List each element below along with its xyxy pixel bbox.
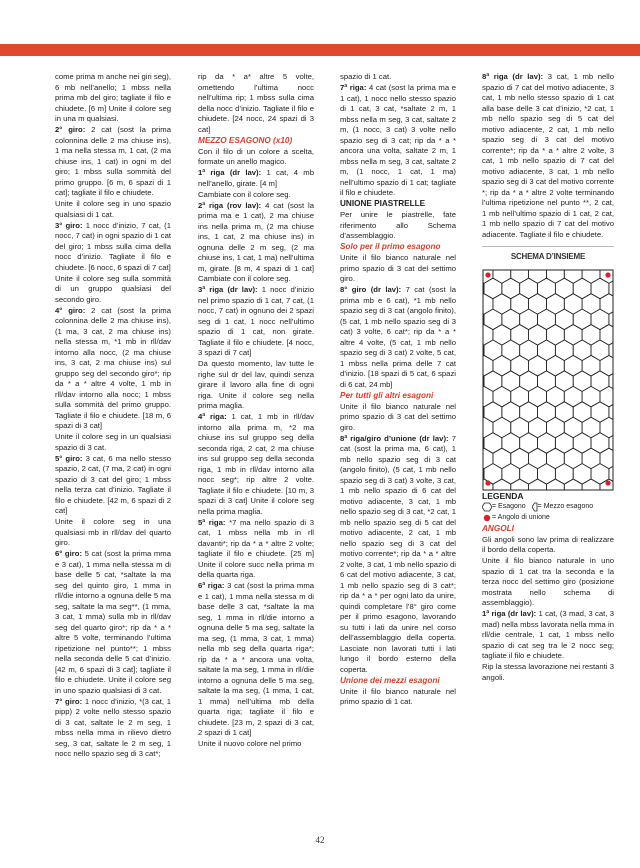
hexagon-cell [482,293,493,314]
paragraph: Unite il nuovo colore nel primo [198,739,302,748]
page-number: 42 [315,835,325,845]
hexagon-cell [484,401,502,422]
paragraph: Per unire le piastrelle, fate riferimento allo Schema d’assemblaggio. [340,210,456,240]
hexagon-cell [502,432,520,453]
hexagon-cell [600,355,614,376]
section-heading-angoli: ANGOLI [482,523,514,533]
hexagon-cell [573,432,591,453]
row-7: 7ª riga: 4 cat (sost la prima ma e 1 cat), 1 nocc nello stesso spazio di 1 cat, 3 cat, *saltate 2 m, 1 mbss nella m seg, 3 cat, saltate 2 m, (1 nocc, 3 cat) 3 volte nello spazio seg di 3 cat; rip da * a * ancora una volta, saltate 2 m, 1 mbss nella m seg, 3 cat, saltate 2 m, (1 nocc, 1 cat, 1 ma) nell’ultimo spazio di 1 cat; tagliate il filo e chiudete. [340,83,456,197]
paragraph: Unite il colore seg in uno spazio qualsiasi di 1 cat. [55,199,171,219]
hexagon-cell [538,432,556,453]
hexagon-cell [493,479,511,491]
hexagon-cell [582,479,600,491]
hexagon-cell [511,479,529,491]
round-5: 5° giro: 3 cat, 6 ma nello stesso spazio, 2 cat, (7 ma, 2 cat) in ogni spazio di 3 cat del giro; 1 mbss nella terza cat d’inizio. Tagliate il filo e chiudete. [42 m, 6 spazi di 2 cat] [55,453,171,515]
round-4: 4° giro: 2 cat (sost la prima colonnina delle 2 ma chiuse ins), (1 ma, 3 cat, 2 ma chiuse ins) nella stessa m, *1 mb in rll/dav intorno alla nocc, (2 ma chiuse ins, 3 cat, 2 ma chiuse ins) sul gruppo seg del secondo giro*; rip da * a * altre 4 volte, 1 mb in rll/dav intorno alla nocc; 1 mbss sulla sommità del primo gruppo. Tagliate il filo e chiudete. [18 m, 6 spazi di 3 cat] [55,305,171,430]
hexagon-cell [555,463,573,484]
hexagon-cell [511,269,529,283]
hexagon-cell [546,386,564,407]
hexagon-cell [582,293,600,314]
hexagon-cell [493,269,511,283]
hexagon-cell [529,269,547,283]
hexagon-cell [546,355,564,376]
hexagon-cell [493,417,511,438]
hexagon-cell [591,309,609,330]
section-heading-mezzo-esagono: MEZZO ESAGONO (x10) [198,135,293,145]
hexagon-cell [529,324,547,345]
paragraph: Rip la stessa lavorazione nei restanti 3 angoli. [482,662,614,682]
paragraph: rip da * a* altre 5 volte, omettendo l’ultima nocc nell’ultima rip; 1 mbss sulla cima della nocc d’inizio. Tagliate il filo e chiudete. [24 nocc, 24 spazi di 3 cat] [198,72,314,134]
row-3: 3ª riga (dr lav): 1 nocc d’inizio nel primo spazio di 1 cat, 7 cat, (1 nocc, 7 cat) in ognuno dei 2 spazi seg di 1 cat, 1 nocc nell’ultimo spazio di 1 cat, non girate. Tagliate il filo e chiudete. [4 nocc, 3 spazi di 7 cat] [198,285,314,357]
paragraph: Unite il filo bianco naturale in uno spazio di 1 cat tra la seconda e la terza nocc del settimo giro (posizione mostrata nello schema di assemblaggio). [482,556,614,607]
column-2 [198,72,314,750]
subheading-primo-esagono: Solo per il primo esagono [340,242,441,251]
hexagon-cell [482,417,493,438]
paragraph: Cambiate con il colore seg. [198,189,291,199]
hexagon-cell [600,386,614,407]
hexagon-cell [493,386,511,407]
hexagon-cell [511,386,529,407]
hexagon-cell [529,479,547,491]
hexagon-cell [484,278,502,299]
paragraph: come prima m anche nei giri seg), 6 mb nell’anello; 1 mbss nella prima mb del giro; tagliate il filo e chiudete. [6 m] Unite il colore seg in una m qualsiasi. [55,72,171,123]
hexagon-cell [538,463,556,484]
hexagon-cell [529,448,547,469]
round-8-join: 8ª riga/giro d’unione (dr lav): 7 cat (sost la prima ma, 6 cat), 1 mb nello spazio seg di 3 cat (angolo finito), (5 cat, 1 mb nello spazio seg di 3 cat) 3 volte, 3 cat, 1 mb nello spazio di 6 cat del motivo adiacente, 3 cat, 1 mb nello spazio seg di 3 cat, *2 cat, 1 mb nello spazio seg di 5 cat del motivo adiacente, 2 cat, 1 mb nello spazio seg di 3 cat del motivo corrente*; rip da * a * altre 2 volte, 3 cat, 1 mb nello spazio di 6 cat del motivo adiacente, 3 cat, 1 mb nello spazio seg di 3 cat*; rip da * a * per ogni lato da unire, quindi completare l’8° giro come per il primo esagono, lavorando su tutti i lati da unire nel corso dell’assemblaggio della coperta. Lasciate non lavorati tutti i lati lungo il bordo esterno della coperta. [340,433,456,674]
hexagon-cell [546,417,564,438]
hexagon-icon [482,502,492,512]
hexagon-cell [573,370,591,391]
round-2: 2° giro: 2 cat (sost la prima colonnina delle 2 ma chiuse ins), 1 ma nella stessa m, 1 cat, (2 ma chiuse ins, 1 cat) in ogni m del giro; 1 mbss sulla sommità del primo gruppo. [6 m, 6 spazi di 1 cat]; tagliate il filo e chiudete. [55,125,171,197]
hexagon-layout-diagram [482,269,614,491]
hexagon-cell [520,432,538,453]
legend-row [482,513,614,524]
hexagon-cell [546,448,564,469]
hexagon-cell [520,370,538,391]
hexagon-cell [555,370,573,391]
hexagon-cell [484,432,502,453]
hexagon-cell [502,370,520,391]
hexagon-cell [600,417,614,438]
row-8: 8ª riga (dr lav): 3 cat, 1 mb nello spazio di 7 cat del motivo adiacente, 3 cat, 1 mb nello stesso spazio di 1 cat alla base delle 3 cat d’inizio, *2 cat, 1 mb nello spazio seg di 5 cat del motivo adiacente, 2 cat, 1 mb nello spazio seg di 3 cat del motivo corrente*; rip da * a * altre 2 volte, 3 cat, 1 mb nello spazio di 7 cat del motivo adiacente, 3 cat, 1 mb nello spazio seg di 3 cat del motivo corrente *; rip da * a * altre 2 volte terminando l’ultima ripetizione nel punto **, 2 cat, 1 mb nell’ultimo spazio di 1 cat, 2 cat, 1 mb nello spazio di 7 cat del motivo adiacente. Tagliate il filo e chiudete. [482,72,614,239]
hexagon-cell [482,386,493,407]
column-4 [482,72,614,684]
hexagon-cell [538,339,556,360]
hexagon-cell [564,293,582,314]
hexagon-cell [511,293,529,314]
hexagon-cell [564,324,582,345]
hexagon-cell [538,370,556,391]
hexagon-cell [502,463,520,484]
hexagon-cell [555,432,573,453]
hexagon-cell [502,309,520,330]
hexagon-cell [564,448,582,469]
assembly-schema [482,246,614,491]
hexagon-cell [520,309,538,330]
hexagon-cell [582,269,600,283]
hexagon-cell [529,386,547,407]
hexagon-cell [591,432,609,453]
hexagon-cell [591,463,609,484]
hexagon-cell [564,355,582,376]
hexagon-cell [538,278,556,299]
legend-hexagon-label: = Esagono [492,502,526,510]
paragraph: Unite il filo bianco naturale nel primo spazio di 3 cat del settimo giro. [340,401,456,432]
paragraph: Unite il colore seg in un qualsiasi spazio di 3 cat. [55,432,171,452]
hexagon-cell [591,339,609,360]
hexagon-cell [555,278,573,299]
hexagon-cell [600,448,614,469]
hexagon-cell [582,355,600,376]
hexagon-cell [493,448,511,469]
hexagon-cell [591,278,609,299]
hexagon-cell [564,417,582,438]
hexagon-cell [484,339,502,360]
row-5: 5ª riga: *7 ma nello spazio di 3 cat, 1 mbss nella mb in rll davanti*; rip da * a * altre 2 volte; tagliate il filo e chiudete. [25 m] Unite il colore succ nella prima m della quarta riga. [198,517,315,579]
hexagon-cell [546,293,564,314]
corner-join-dot [605,272,610,277]
hexagon-cell [520,278,538,299]
hexagon-cell [493,293,511,314]
legend-dot-label: = Angolo di unione [492,513,550,521]
hexagon-cell [520,401,538,422]
hexagon-cell [591,401,609,422]
row-1: 1ª riga (dr lav): 1 cat, 4 mb nell’anello, girate. [4 m] [198,168,314,188]
hexagon-cell [573,463,591,484]
paragraph: Unite il colore seg sulla sommità di un gruppo qualsiasi del secondo giro. [55,273,171,304]
corner-join-dot [485,272,490,277]
corner-join-dot [605,480,610,485]
paragraph: spazio di 1 cat. [340,72,392,81]
hexagon-cell [555,339,573,360]
paragraph: Unite il filo bianco naturale nel primo spazio di 3 cat del settimo giro. [340,253,456,283]
round-8: 8° giro (dr lav): 7 cat (sost la prima mb e 6 cat), *1 mb nello spazio seg di 3 cat (angolo finito), (5 cat, 1 mb nello spazio seg di 3 cat) 3 volte, 6 cat*; rip da * a * altre 4 volte, (5 cat, 1 mb nello spazio seg di 3 cat) 2 volte, 5 cat, 1 mbss nella prima delle 7 cat d’inizio. [18 spazi di 5 cat, 6 spazi di 6 cat, 24 mb] [340,285,456,389]
hexagon-cell [546,479,564,491]
subheading-mezzi-esagoni: Unione dei mezzi esagoni [340,675,440,685]
row-4: 4ª riga: 1 cat, 1 mb in rll/dav intorno alla prima m, *2 ma chiuse ins sul gruppo seg della seconda riga, 2 cat, 2 ma chiuse ins sul gruppo seg della seconda riga, 1 mb in rll/dav intorno alla nocc seg*; rip altre 2 volte. Tagliate il filo e chiudete. [10 m, 3 spazi di 3 cat] Unite il colore seg nella prima maglia. [198,412,314,516]
hexagon-cell [484,370,502,391]
hexagon-cell [493,355,511,376]
hexagon-cell [482,448,493,469]
hexagon-cell [529,293,547,314]
hexagon-cell [511,448,529,469]
hexagon-cell [511,355,529,376]
hexagon-cell [591,370,609,391]
hexagon-cell [520,339,538,360]
hexagon-cell [529,355,547,376]
corner-row-1: 1ª riga (dr lav): 1 cat, (3 mad, 3 cat, 3 mad) nella mbss lavorata nella mma in rll/die centrale, 1 cat, 1 mbss nello spazio di cat seg tra le 2 nocc seg; tagliate il filo e chiudete. [482,609,614,660]
hexagon-cell [502,401,520,422]
hexagon-cell [600,293,614,314]
hexagon-cell [582,324,600,345]
hexagon-cell [555,309,573,330]
legend-title: LEGENDA [482,490,524,501]
join-dot-icon [482,513,492,523]
round-7: 7° giro: 1 nocc d’inizio, *(3 cat, 1 pipp) 2 volte nello stesso spazio di 3 cat, saltate le 2 m seg, 1 mbss nella mma in rilievo dietro seg, 3 cat, saltate le 2 m seg, 1 nocc nello spazio seg di 3 cat*; [55,696,171,758]
hexagon-cell [564,269,582,283]
hexagon-cell [573,309,591,330]
paragraph: Unite il colore seg in una qualsiasi mb in rll/dav del quarto giro. [55,517,171,547]
hexagon-cell [582,386,600,407]
schema-title: SCHEMA D’INSIEME [482,246,614,269]
hexagon-cell [529,417,547,438]
hexagon-cell [600,324,614,345]
hexagon-cell [564,479,582,491]
hexagon-cell [538,401,556,422]
paragraph: Con il filo di un colore a scelta, formate un anello magico. [198,146,314,166]
hexagon-cell [555,401,573,422]
hexagon-cell [564,386,582,407]
hexagon-cell [502,278,520,299]
legend-row [482,502,614,513]
hexagon-cell [546,269,564,283]
header-accent-bar [0,44,640,56]
hexagon-cell [482,355,493,376]
section-heading-unione: UNIONE PIASTRELLE [340,199,426,208]
hexagon-cell [511,417,529,438]
legend-half-hexagon-label: = Mezzo esagono [537,502,594,510]
paragraph: Unite il filo bianco naturale nel primo spazio di 1 cat. [340,686,456,706]
hexagon-cell [520,463,538,484]
paragraph: Da questo momento, lav tutte le righe sul dr del lav, quindi senza girare il lavoro alla fine di ogni riga. Unite il colore seg nella prima maglia. [198,359,314,410]
hexagon-cell [511,324,529,345]
hexagon-cell [502,339,520,360]
hexagon-cell [482,324,493,345]
row-2: 2ª riga (rov lav): 4 cat (sost la prima ma e 1 cat), 2 ma chiuse ins nella prima m, (2 ma chiuse ins, 1 cat, 2 ma chiuse ins) in ognuna delle 2 m seg, (2 ma chiuse ins, 1 cat, 1 ma) nell’ultima m, girate. [8 m, 4 spazi di 1 cat] Cambiate con il colore seg. [198,200,314,283]
hexagon-cell [538,309,556,330]
round-3: 3° giro: 1 nocc d’inizio, 7 cat, (1 nocc, 7 cat) in ogni spazio di 1 cat del giro; 1 mbss sulla cima della nocc d’inizio. Tagliate il filo e chiudete. [6 nocc, 6 spazi di 7 cat] [55,220,171,272]
hexagon-cell [573,339,591,360]
hexagon-cell [484,309,502,330]
corner-join-dot [485,480,490,485]
column-1 [55,72,171,760]
paragraph: Gli angoli sono lav prima di realizzare il bordo della coperta. [482,534,614,554]
column-3 [340,72,456,708]
hexagon-cell [582,448,600,469]
row-6: 6ª riga: 3 cat (sost la prima mma e 1 cat), 1 mma nella stessa m di base delle 3 cat, *saltate la ma seg, 1 mma in rll/die intorno a ognuna delle 5 ma seg, saltate la ma seg, (1 mma, 3 cat, 1 mma) nella mb seg della quarta riga*; rip da * a * ancora una volta, saltate la ma seg, 1 mma in rll/die intorno a ognuna delle 5 ma seg, saltate la ma seg, (1 mma, 1 cat, 1 mma) nell’ultima mb della quarta riga; tagliate il filo e chiudete. [23 m, 2 spazi di 3 cat, 2 spazi di 1 cat] [198,581,315,737]
hexagon-cell [582,417,600,438]
hexagon-cell [573,278,591,299]
hexagon-cell [493,324,511,345]
hexagon-cell [546,324,564,345]
hexagon-cell [573,401,591,422]
subheading-altri-esagoni: Per tutti gli altri esagoni [340,390,434,400]
round-6: 6° giro: 5 cat (sost la prima mma e 3 cat), 1 mma nella stessa m di base delle 5 cat, *saltate la ma seg del quinto giro, 1 mma in rll/die intorno a ognuna delle 5 ma seg, saltate la ma seg**, (1 mma, 3 cat, 1 mma) sulla mb in rll/dav seg del quarto giro*; rip da * a * altre 5 volte, terminando l’ultima ripetizione nel punto**; 1 mbss nella seconda delle 5 cat d’inizio. [42 m, 6 spazi di 3 cat]; tagliate il filo e chiudete. Unite il colore seg in uno spazio qualsiasi di 3 cat. [55,549,171,695]
